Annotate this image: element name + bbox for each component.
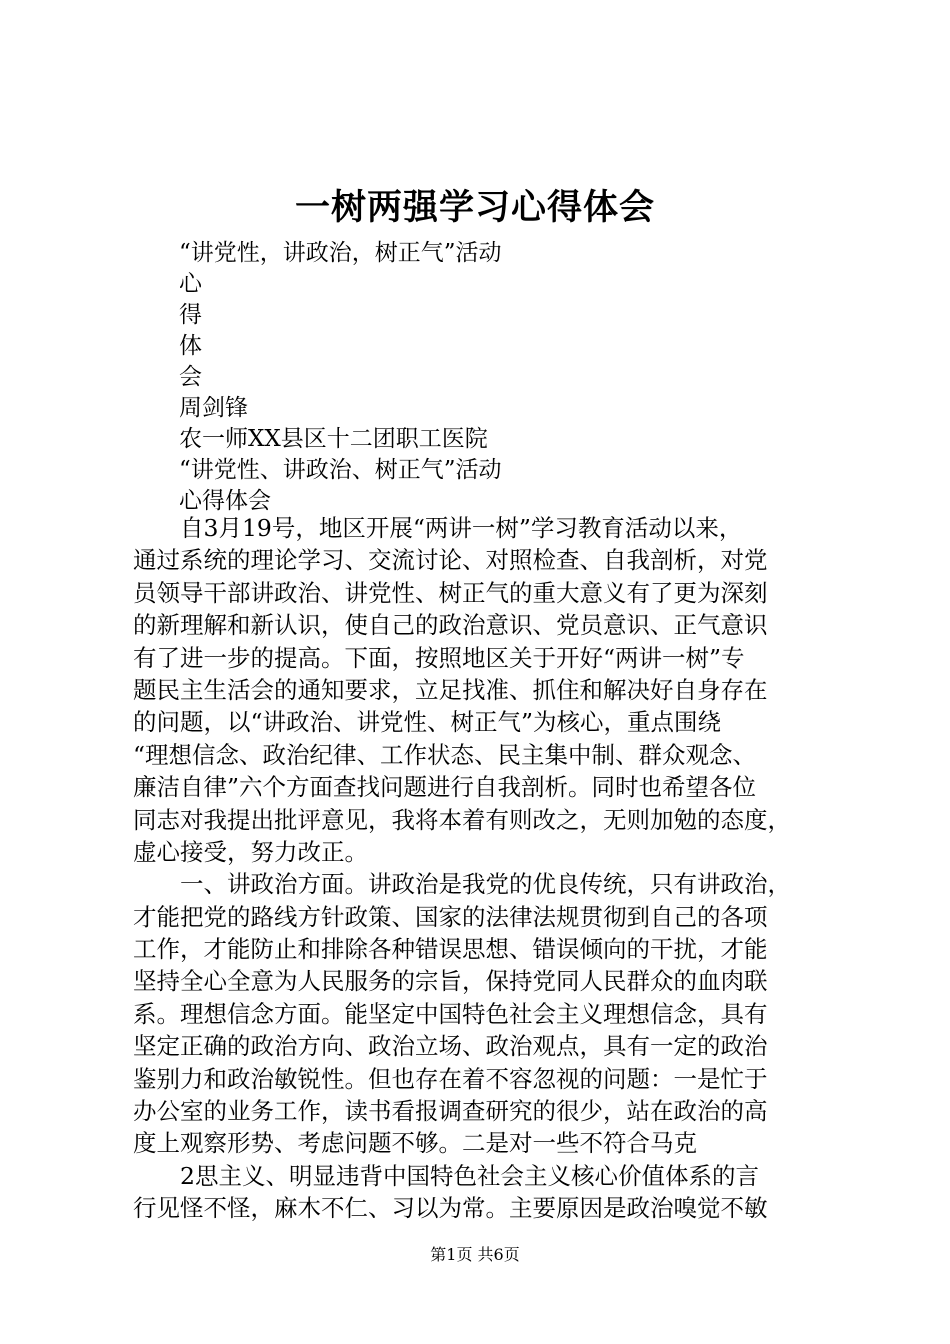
body-line: 的问题，以“讲政治、讲党性、树正气”为核心，重点围绕 xyxy=(133,708,722,737)
body-line: 一、讲政治方面。讲政治是我党的优良传统，只有讲政治， xyxy=(180,870,791,899)
header-line: 体 xyxy=(179,333,202,359)
author-name: 周剑锋 xyxy=(179,395,248,421)
page-footer: 第1页 共6页 xyxy=(430,1245,520,1264)
header-line: 会 xyxy=(179,364,202,390)
body-line: 员领导干部讲政治、讲党性、树正气的重大意义有了更为深刻 xyxy=(133,578,768,607)
body-line: 才能把党的路线方针政策、国家的法律法规贯彻到自己的各项 xyxy=(133,902,768,931)
body-line: 鉴别力和政治敏锐性。但也存在着不容忽视的问题：一是忙于 xyxy=(133,1064,768,1093)
header-block xyxy=(179,238,879,517)
body-line: 工作，才能防止和排除各种错误思想、错误倾向的干扰，才能 xyxy=(133,935,768,964)
body-line: 题民主生活会的通知要求，立足找准、抓住和解决好自身存在 xyxy=(133,675,768,704)
body-line: 2思主义、明显违背中国特色社会主义核心价值体系的言 xyxy=(180,1161,759,1190)
body-line: 同志对我提出批评意见，我将本着有则改之，无则加勉的态度， xyxy=(133,805,791,834)
body-line: 虚心接受，努力改正。 xyxy=(133,837,368,866)
body-line: 自3月19号，地区开展“两讲一树”学习教育活动以来， xyxy=(180,514,743,542)
header-line: “讲党性、讲政治、树正气”活动 xyxy=(179,457,502,483)
body-line: 度上观察形势、考虑问题不够。二是对一些不符合马克 xyxy=(133,1129,697,1158)
body-line: 的新理解和新认识，使自己的政治意识、党员意识、正气意识 xyxy=(133,611,768,640)
header-line: 得 xyxy=(179,302,202,328)
body-text xyxy=(133,512,833,1225)
header-line: 心 xyxy=(179,271,202,297)
body-line: 有了进一步的提高。下面，按照地区关于开好“两讲一树”专 xyxy=(133,643,745,672)
body-line: “理想信念、政治纪律、工作状态、民主集中制、群众观念、 xyxy=(133,740,757,769)
header-line: 心得体会 xyxy=(179,488,271,514)
body-line: 行见怪不怪，麻木不仁、习以为常。主要原因是政治嗅觉不敏 xyxy=(133,1194,768,1223)
document-title: 一树两强学习心得体会 xyxy=(294,187,655,228)
body-line: 坚持全心全意为人民服务的宗旨，保持党同人民群众的血肉联 xyxy=(133,967,768,996)
body-line: 坚定正确的政治方向、政治立场、政治观点，具有一定的政治 xyxy=(133,1032,768,1061)
body-line: 系。理想信念方面。能坚定中国特色社会主义理想信念，具有 xyxy=(133,999,768,1028)
author-organization: 农一师XX县区十二团职工医院 xyxy=(179,426,488,452)
body-line: 廉洁自律”六个方面查找问题进行自我剖析。同时也希望各位 xyxy=(133,773,757,802)
header-line: “讲党性，讲政治，树正气”活动 xyxy=(179,240,502,266)
body-line: 办公室的业务工作，读书看报调查研究的很少，站在政治的高 xyxy=(133,1097,768,1126)
body-line: 通过系统的理论学习、交流讨论、对照检查、自我剖析，对党 xyxy=(133,546,768,575)
